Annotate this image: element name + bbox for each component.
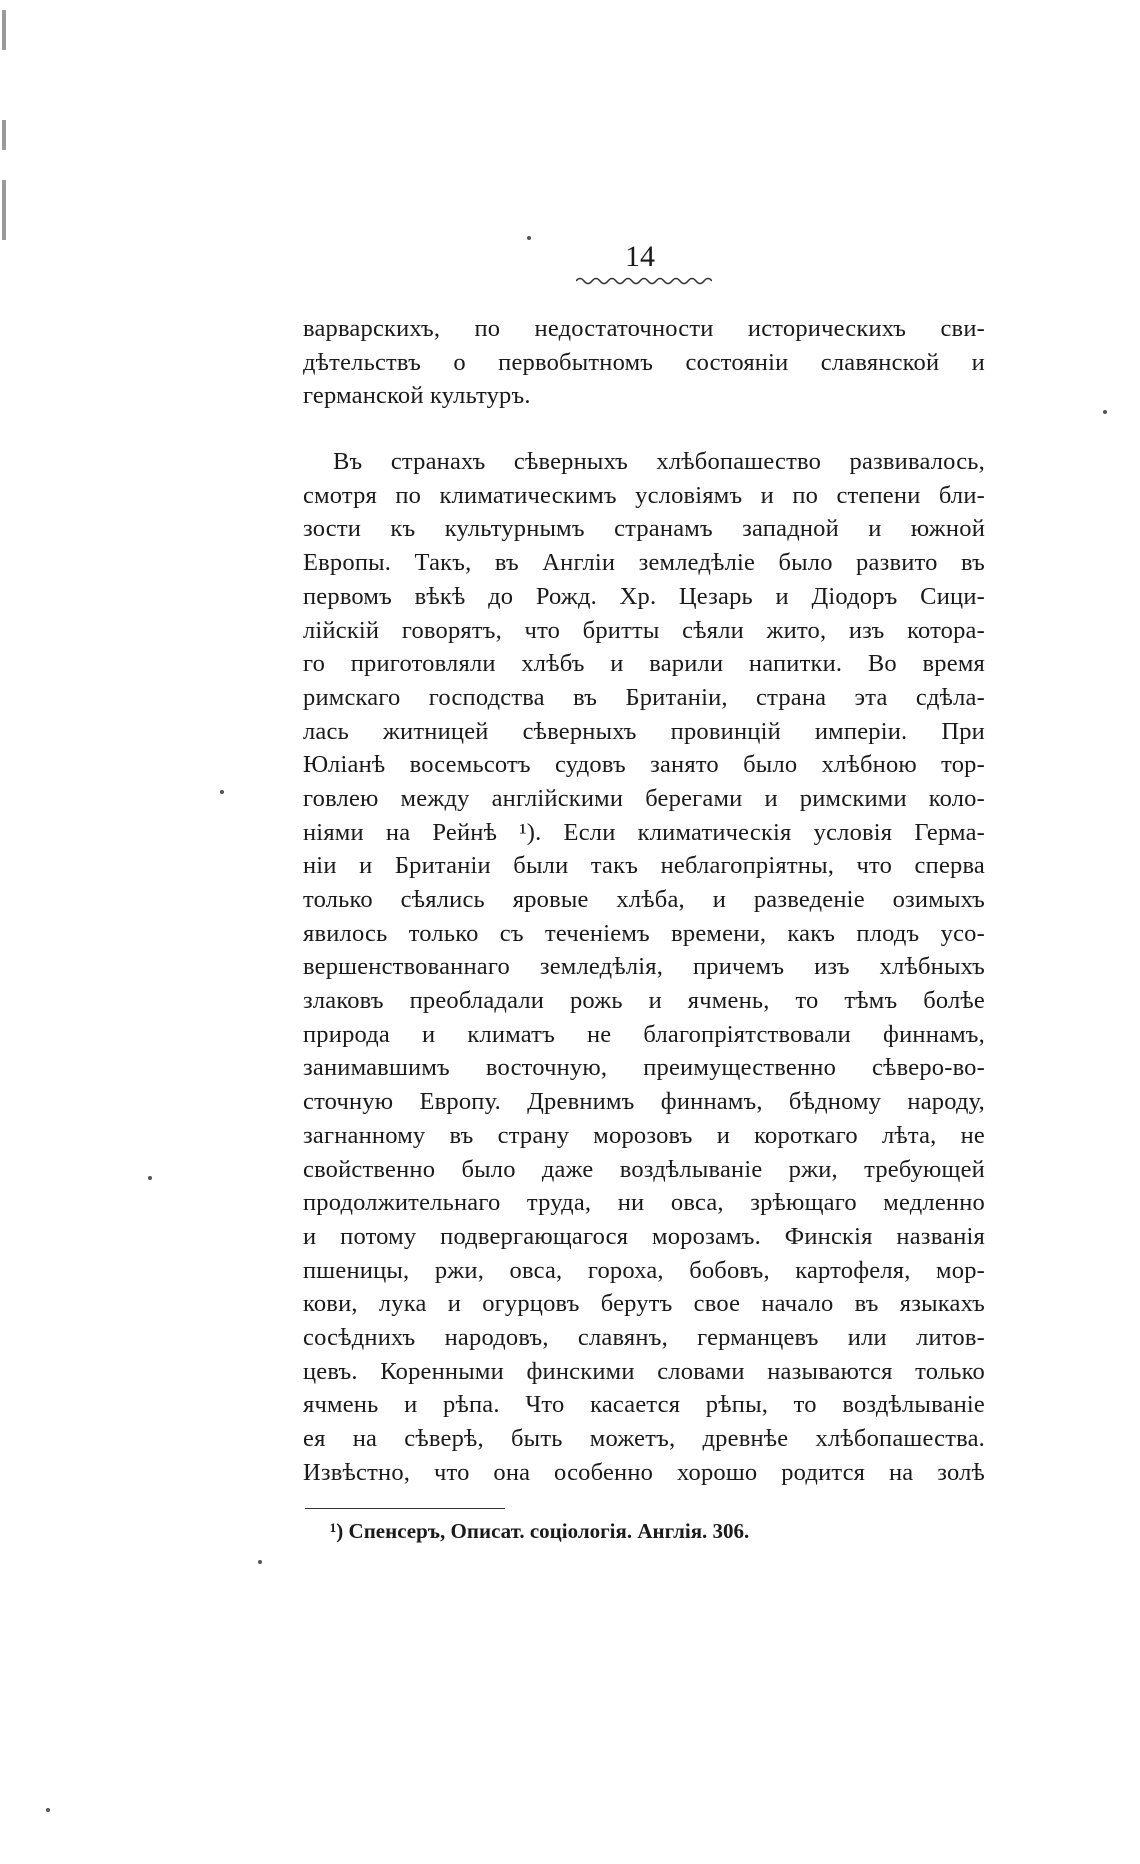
text-line: сосѣднихъ народовъ, славянъ, германцевъ или литов- <box>303 1323 985 1351</box>
text-line: только сѣялись яровые хлѣба, и разведеніе озимыхъ <box>303 886 985 913</box>
text-line: варварскихъ, по недостаточности историческихъ сви- <box>303 315 985 342</box>
scan-speck <box>46 1808 50 1812</box>
text-line: и потому подвергающагося морозамъ. Финскія названія <box>303 1222 985 1250</box>
page-number: 14 <box>625 240 655 273</box>
scan-margin-mark <box>2 10 6 50</box>
text-line: злаковъ преобладали рожь и ячмень, то тѣмъ болѣе <box>303 987 985 1015</box>
text-line: загнанному въ страну морозовъ и короткаго лѣта, не <box>303 1121 985 1149</box>
text-line: Въ странахъ сѣверныхъ хлѣбопашество развивалось, <box>333 448 985 476</box>
text-line: ніи и Британіи были такъ неблагопріятны, что сперва <box>303 852 985 880</box>
text-line: ея на сѣверѣ, быть можетъ, древнѣе хлѣбопашества. <box>303 1425 985 1452</box>
text-line: пшеницы, ржи, овса, гороха, бобовъ, картофеля, мор- <box>303 1256 985 1284</box>
scan-speck <box>527 236 531 240</box>
text-line: Юліанѣ восемьсотъ судовъ занято было хлѣбною тор- <box>303 751 985 779</box>
text-line: смотря по климатическимъ условіямъ и по степени бли- <box>303 481 985 509</box>
text-line: лійскій говорятъ, что бритты сѣяли жито, изъ котора- <box>303 616 985 644</box>
text-line: вершенствованнаго земледѣлія, причемъ изъ хлѣбныхъ <box>303 953 985 981</box>
body-text <box>303 312 985 1489</box>
scan-margin-mark <box>2 120 6 150</box>
footnote: ¹) Спенсеръ, Описат. соціологія. Англія. 306. <box>330 1519 750 1543</box>
text-line: Европы. Такъ, въ Англіи земледѣліе было развито въ <box>303 549 985 577</box>
paragraph <box>303 312 985 413</box>
text-line: говлею между англійскими берегами и римскими коло- <box>303 784 985 812</box>
text-line: свойственно было даже воздѣлываніе ржи, требующей <box>303 1155 985 1183</box>
scan-speck <box>258 1560 262 1564</box>
text-line: дѣтельствъ о первобытномъ состояніи славянской и <box>303 348 985 376</box>
text-line: германской культуръ. <box>303 382 531 410</box>
text-line: римскаго господства въ Британіи, страна эта сдѣла- <box>303 683 985 711</box>
text-line: Извѣстно, что она особенно хорошо родится на золѣ <box>303 1458 985 1486</box>
text-line: лась житницей сѣверныхъ провинцій имперіи. При <box>303 717 985 745</box>
text-line: ячмень и рѣпа. Что касается рѣпы, то воздѣлываніе <box>303 1391 985 1419</box>
text-line: явилось только съ теченіемъ времени, какъ плодъ усо- <box>303 919 985 947</box>
footnote-divider <box>305 1508 505 1509</box>
text-line: природа и климатъ не благопріятствовали финнамъ, <box>303 1020 985 1048</box>
scan-speck <box>220 790 224 794</box>
text-line: занимавшимъ восточную, преимущественно сѣверо-во- <box>303 1054 985 1082</box>
page-number-ornament <box>576 276 712 286</box>
scan-margin-mark <box>2 180 6 240</box>
paragraph <box>303 445 985 1489</box>
scan-speck <box>148 1176 152 1180</box>
text-line: кови, лука и огурцовъ берутъ свое начало въ языкахъ <box>303 1290 985 1318</box>
text-line: зости къ культурнымъ странамъ западной и южной <box>303 515 985 543</box>
text-line: го приготовляли хлѣбъ и варили напитки. Во время <box>303 650 985 678</box>
text-line: ніями на Рейнѣ ¹). Если климатическія условія Герма- <box>303 818 985 846</box>
text-line: сточную Европу. Древнимъ финнамъ, бѣдному народу, <box>303 1088 985 1116</box>
text-line: продолжительнаго труда, ни овса, зрѣющаго медленно <box>303 1189 985 1217</box>
text-line: цевъ. Коренными финскими словами называются только <box>303 1357 985 1385</box>
text-line: первомъ вѣкѣ до Рожд. Хр. Цезарь и Діодоръ Сици- <box>303 582 985 610</box>
scan-speck <box>1103 410 1107 414</box>
